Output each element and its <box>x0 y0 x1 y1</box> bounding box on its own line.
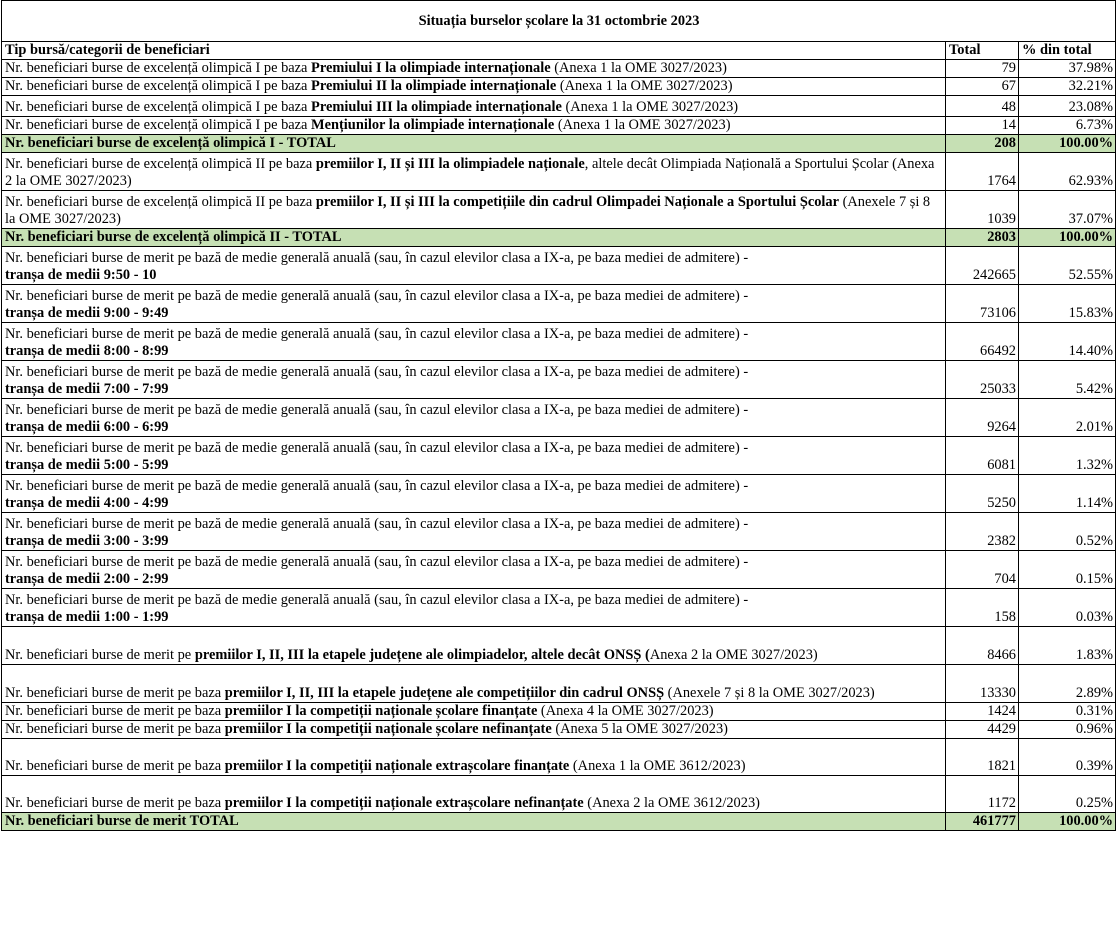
row-percent: 37.07% <box>1019 191 1116 229</box>
row-total: 5250 <box>946 475 1019 513</box>
row-label: Nr. beneficiari burse de merit pe bază de medie generală anuală (sau, în cazul elevilor clasa a IX-a, pe baza mediei de admitere) - tranșa de medii 8:00 - 8:99 <box>2 323 946 361</box>
table-row <box>2 60 1116 78</box>
row-percent: 100.00% <box>1019 135 1116 153</box>
table-title: Situația burselor școlare la 31 octombrie 2023 <box>2 1 1116 42</box>
table-row <box>2 776 1116 813</box>
row-total: 1821 <box>946 739 1019 776</box>
table-row <box>2 665 1116 703</box>
total-row <box>2 813 1116 831</box>
row-percent: 0.31% <box>1019 703 1116 721</box>
total-label: Nr. beneficiari burse de merit TOTAL <box>2 813 946 831</box>
total-row <box>2 135 1116 153</box>
row-total: 1172 <box>946 776 1019 813</box>
row-label: Nr. beneficiari burse de merit pe baza premiilor I la competiții naționale extrașcolare finanțate (Anexa 1 la OME 3612/2023) <box>2 739 946 776</box>
row-total: 8466 <box>946 627 1019 665</box>
row-total: 1039 <box>946 191 1019 229</box>
row-label: Nr. beneficiari burse de excelență olimpică I pe baza Premiului II la olimpiade internaționale (Anexa 1 la OME 3027/2023) <box>2 78 946 96</box>
row-label: Nr. beneficiari burse de merit pe bază de medie generală anuală (sau, în cazul elevilor clasa a IX-a, pe baza mediei de admitere) - tranșa de medii 9:50 - 10 <box>2 247 946 285</box>
total-label: Nr. beneficiari burse de excelență olimpică II - TOTAL <box>2 229 946 247</box>
row-percent: 6.73% <box>1019 117 1116 135</box>
table-row <box>2 703 1116 721</box>
row-total: 66492 <box>946 323 1019 361</box>
row-percent: 2.01% <box>1019 399 1116 437</box>
row-total: 461777 <box>946 813 1019 831</box>
row-percent: 0.52% <box>1019 513 1116 551</box>
row-total: 14 <box>946 117 1019 135</box>
row-total: 1424 <box>946 703 1019 721</box>
row-percent: 100.00% <box>1019 813 1116 831</box>
row-label: Nr. beneficiari burse de merit pe bază de medie generală anuală (sau, în cazul elevilor clasa a IX-a, pe baza mediei de admitere) - tranșa de medii 2:00 - 2:99 <box>2 551 946 589</box>
table-row <box>2 323 1116 361</box>
row-label: Nr. beneficiari burse de excelență olimpică I pe baza Premiului I la olimpiade internaționale (Anexa 1 la OME 3027/2023) <box>2 60 946 78</box>
row-percent: 0.03% <box>1019 589 1116 627</box>
row-total: 242665 <box>946 247 1019 285</box>
table-row <box>2 191 1116 229</box>
row-total: 79 <box>946 60 1019 78</box>
header-total: Total <box>946 42 1019 60</box>
row-label: Nr. beneficiari burse de excelență olimpică II pe baza premiilor I, II și III la olimpiadele naționale, altele decât Olimpiada Națională a Sportului Școlar (Anexa 2 la OME 3027/2023) <box>2 153 946 191</box>
table-row <box>2 627 1116 665</box>
table-row <box>2 589 1116 627</box>
row-total: 2803 <box>946 229 1019 247</box>
row-label: Nr. beneficiari burse de merit pe baza premiilor I la competiții naționale școlare nefinanțate (Anexa 5 la OME 3027/2023) <box>2 721 946 739</box>
header-row <box>2 42 1116 60</box>
table-row <box>2 721 1116 739</box>
row-label: Nr. beneficiari burse de merit pe bază de medie generală anuală (sau, în cazul elevilor clasa a IX-a, pe baza mediei de admitere) - tranșa de medii 3:00 - 3:99 <box>2 513 946 551</box>
table-row <box>2 551 1116 589</box>
table-row <box>2 117 1116 135</box>
row-percent: 100.00% <box>1019 229 1116 247</box>
table-row <box>2 513 1116 551</box>
row-total: 704 <box>946 551 1019 589</box>
row-percent: 1.14% <box>1019 475 1116 513</box>
row-label: Nr. beneficiari burse de merit pe baza premiilor I, II, III la etapele județene ale competițiilor din cadrul ONSȘ (Anexele 7 și 8 la OME 3027/2023) <box>2 665 946 703</box>
row-total: 1764 <box>946 153 1019 191</box>
row-label: Nr. beneficiari burse de merit pe bază de medie generală anuală (sau, în cazul elevilor clasa a IX-a, pe baza mediei de admitere) - tranșa de medii 5:00 - 5:99 <box>2 437 946 475</box>
table-row <box>2 399 1116 437</box>
row-total: 4429 <box>946 721 1019 739</box>
row-percent: 15.83% <box>1019 285 1116 323</box>
row-percent: 0.15% <box>1019 551 1116 589</box>
row-total: 9264 <box>946 399 1019 437</box>
row-total: 6081 <box>946 437 1019 475</box>
table-row <box>2 437 1116 475</box>
row-label: Nr. beneficiari burse de merit pe bază de medie generală anuală (sau, în cazul elevilor clasa a IX-a, pe baza mediei de admitere) - tranșa de medii 9:00 - 9:49 <box>2 285 946 323</box>
table-row <box>2 78 1116 96</box>
row-total: 48 <box>946 96 1019 117</box>
table-row <box>2 285 1116 323</box>
table-row <box>2 153 1116 191</box>
row-percent: 2.89% <box>1019 665 1116 703</box>
row-percent: 0.39% <box>1019 739 1116 776</box>
row-total: 25033 <box>946 361 1019 399</box>
table-row <box>2 475 1116 513</box>
row-percent: 14.40% <box>1019 323 1116 361</box>
row-total: 2382 <box>946 513 1019 551</box>
title-row <box>2 1 1116 42</box>
row-label: Nr. beneficiari burse de merit pe baza premiilor I la competiții naționale extrașcolare nefinanțate (Anexa 2 la OME 3612/2023) <box>2 776 946 813</box>
table-row <box>2 739 1116 776</box>
table-row <box>2 247 1116 285</box>
row-label: Nr. beneficiari burse de merit pe bază de medie generală anuală (sau, în cazul elevilor clasa a IX-a, pe baza mediei de admitere) - tranșa de medii 6:00 - 6:99 <box>2 399 946 437</box>
row-label: Nr. beneficiari burse de excelență olimpică II pe baza premiilor I, II și III la competițiile din cadrul Olimpadei Naționale a Sportului Școlar (Anexele 7 și 8 la OME 3027/2023) <box>2 191 946 229</box>
row-percent: 62.93% <box>1019 153 1116 191</box>
row-label: Nr. beneficiari burse de merit pe premiilor I, II, III la etapele județene ale olimpiadelor, altele decât ONSȘ (Anexa 2 la OME 3027/2023) <box>2 627 946 665</box>
header-percent: % din total <box>1019 42 1116 60</box>
row-label: Nr. beneficiari burse de excelență olimpică I pe baza Mențiunilor la olimpiade internaționale (Anexa 1 la OME 3027/2023) <box>2 117 946 135</box>
row-label: Nr. beneficiari burse de merit pe bază de medie generală anuală (sau, în cazul elevilor clasa a IX-a, pe baza mediei de admitere) - tranșa de medii 4:00 - 4:99 <box>2 475 946 513</box>
row-label: Nr. beneficiari burse de merit pe baza premiilor I la competiții naționale școlare finanțate (Anexa 4 la OME 3027/2023) <box>2 703 946 721</box>
row-percent: 52.55% <box>1019 247 1116 285</box>
table-row <box>2 96 1116 117</box>
header-type: Tip bursă/categorii de beneficiari <box>2 42 946 60</box>
row-total: 13330 <box>946 665 1019 703</box>
row-percent: 37.98% <box>1019 60 1116 78</box>
total-label: Nr. beneficiari burse de excelență olimpică I - TOTAL <box>2 135 946 153</box>
row-percent: 5.42% <box>1019 361 1116 399</box>
row-total: 208 <box>946 135 1019 153</box>
row-percent: 1.32% <box>1019 437 1116 475</box>
row-total: 73106 <box>946 285 1019 323</box>
total-row <box>2 229 1116 247</box>
table-row <box>2 361 1116 399</box>
row-percent: 1.83% <box>1019 627 1116 665</box>
row-percent: 23.08% <box>1019 96 1116 117</box>
row-percent: 0.96% <box>1019 721 1116 739</box>
scholarship-table <box>1 0 1116 831</box>
row-label: Nr. beneficiari burse de merit pe bază de medie generală anuală (sau, în cazul elevilor clasa a IX-a, pe baza mediei de admitere) - tranșa de medii 1:00 - 1:99 <box>2 589 946 627</box>
row-label: Nr. beneficiari burse de merit pe bază de medie generală anuală (sau, în cazul elevilor clasa a IX-a, pe baza mediei de admitere) - tranșa de medii 7:00 - 7:99 <box>2 361 946 399</box>
row-percent: 32.21% <box>1019 78 1116 96</box>
row-percent: 0.25% <box>1019 776 1116 813</box>
row-total: 158 <box>946 589 1019 627</box>
row-label: Nr. beneficiari burse de excelență olimpică I pe baza Premiului III la olimpiade internaționale (Anexa 1 la OME 3027/2023) <box>2 96 946 117</box>
row-total: 67 <box>946 78 1019 96</box>
